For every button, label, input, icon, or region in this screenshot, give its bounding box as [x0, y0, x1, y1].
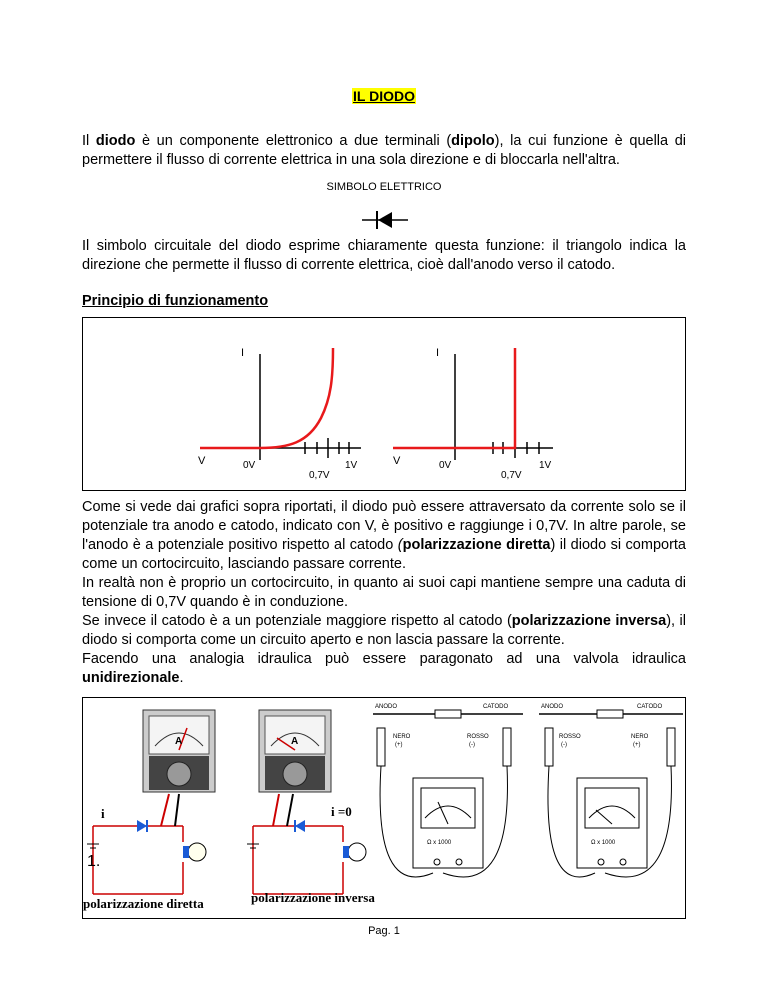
- tester-1-minus: (-): [469, 742, 475, 748]
- intro-bold-dipolo: dipolo: [451, 133, 495, 149]
- symbol-paragraph: Il simbolo circuitale del diodo esprime chiaramente questa funzione: il triangolo indica la direzione che permette il flusso di corrente elettrica, cioè dall'anodo verso il catodo.: [82, 238, 686, 273]
- page-title-text: IL DIODO: [353, 88, 415, 104]
- analogy-text: Facendo una analogia idraulica può essere paragonato ad una valvola idraulica: [82, 651, 686, 667]
- left-y-label: I: [241, 347, 245, 359]
- right-x-label: V: [393, 455, 401, 467]
- tester-2-catodo: CATODO: [637, 704, 663, 710]
- characteristic-graphs-box: [82, 317, 686, 491]
- tester-1-plus: (+): [395, 742, 403, 748]
- intro-text-3: ), la cui funzione è quella di permettere il flusso di corrente elettrica in una sola direzione e di bloccarla nell'altra.: [82, 133, 686, 168]
- symbol-caption: SIMBOLO ELETTRICO: [326, 181, 442, 193]
- right-1v-label: 1V: [539, 460, 552, 471]
- tester-1-rosso: ROSSO: [467, 734, 489, 740]
- explanation-text-1: Come si vede dai grafici sopra riportati, il diodo può essere attraversato da corrente solo se il potenziale tra anodo e catodo, indicato con V, è positivo e raggiunge i 0,7V. In altre parole, se l'anodo è a potenziale positivo rispetto al catodo: [82, 499, 686, 553]
- explanation-paragraph: [82, 498, 686, 650]
- left-threshold-label: 0,7V: [309, 470, 330, 481]
- tester-setup-2: [539, 704, 683, 877]
- tester-2-nero: NERO: [631, 734, 649, 740]
- right-y-label: I: [436, 347, 440, 359]
- explanation-paren: (: [397, 537, 403, 553]
- figure-number-label: 1.: [87, 853, 101, 870]
- page-title: [0, 88, 768, 104]
- analogy-figure-box: [82, 697, 686, 919]
- label-polarizzazione-inversa: polarizzazione inversa: [251, 890, 375, 905]
- tester-1-scale: Ω x 1000: [427, 840, 452, 846]
- intro-text-2: è un componente elettronico a due terminali (: [135, 133, 452, 149]
- intro-paragraph: [82, 132, 686, 170]
- right-origin-label: 0V: [439, 460, 452, 471]
- diode-circuits-illustration: [83, 698, 684, 917]
- current-label: i: [101, 806, 105, 821]
- meter-1-letter: A: [175, 736, 183, 747]
- tester-setup-1: [373, 704, 523, 877]
- left-x-label: V: [198, 455, 206, 467]
- analogy-paragraph: [82, 650, 686, 688]
- right-ideal-curve: [393, 348, 515, 448]
- ammeter-2-icon: [259, 710, 331, 792]
- tester-2-rosso: ROSSO: [559, 734, 581, 740]
- left-1v-label: 1V: [345, 460, 358, 471]
- ammeter-1-icon: [143, 710, 215, 792]
- left-exponential-curve: [200, 348, 333, 448]
- tester-1-catodo: CATODO: [483, 704, 509, 710]
- intro-text-1: Il: [82, 133, 96, 149]
- tester-2-minus: (-): [561, 742, 567, 748]
- right-threshold-label: 0,7V: [501, 470, 522, 481]
- tester-2-anodo: ANODO: [541, 704, 564, 710]
- explanation-bold-inverse: polarizzazione inversa: [511, 613, 667, 629]
- analogy-bold: unidirezionale: [82, 670, 180, 686]
- tester-2-scale: Ω x 1000: [591, 840, 616, 846]
- explanation-text-2: ) il diodo si comporta come un cortocircuito, lasciando passare corrente.: [82, 537, 686, 572]
- zero-current-label: i =0: [331, 804, 352, 819]
- meter-2-letter: A: [291, 736, 299, 747]
- circuit-direct: [87, 794, 206, 894]
- left-origin-label: 0V: [243, 460, 256, 471]
- explanation-text-5: ), il diodo si comporta come un circuito aperto e non lascia passare la corrente.: [82, 613, 686, 648]
- section-heading: Principio di funzionamento: [82, 293, 269, 309]
- intro-bold-diodo: diodo: [95, 133, 136, 149]
- diode-symbol-icon: [360, 205, 410, 235]
- tester-1-anodo: ANODO: [375, 704, 398, 710]
- tester-1-nero: NERO: [393, 734, 411, 740]
- explanation-bold-direct: polarizzazione diretta: [402, 537, 551, 553]
- label-polarizzazione-diretta: polarizzazione diretta: [83, 896, 204, 911]
- explanation-text-3: In realtà non è proprio un cortocircuito, in quanto ai suoi capi mantiene sempre una caduta di tensione di 0,7V quando è in conduzione.: [82, 575, 686, 610]
- circuit-inverse: [247, 794, 366, 894]
- explanation-text-4: Se invece il catodo è a un potenziale maggiore rispetto al catodo (: [82, 613, 512, 629]
- analogy-end: .: [179, 670, 184, 686]
- page-number: Pag. 1: [368, 925, 400, 937]
- iv-characteristic-graphs: [83, 318, 684, 489]
- tester-2-plus: (+): [633, 742, 641, 748]
